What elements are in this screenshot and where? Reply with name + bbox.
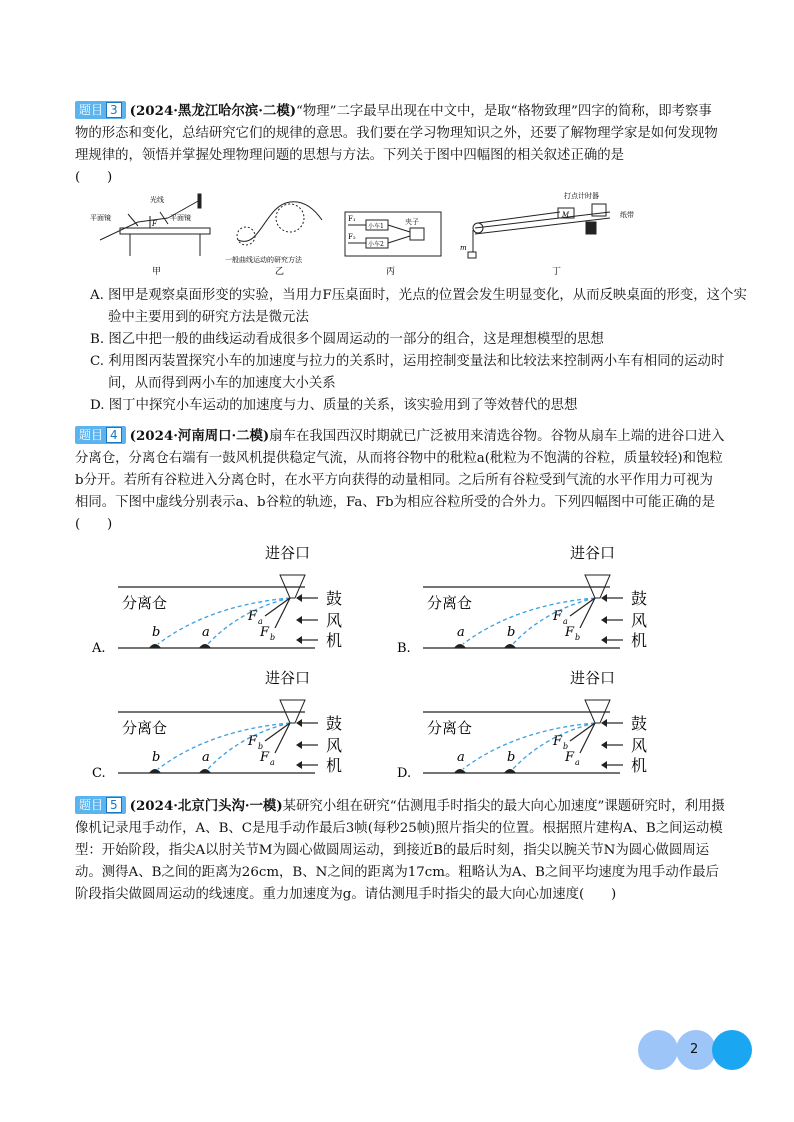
fan-label: 风 — [326, 736, 343, 755]
q4-panel-c — [90, 665, 390, 783]
page-decor-circle — [638, 1030, 678, 1070]
figure-ding — [468, 204, 610, 258]
force-subscript: a — [270, 758, 275, 767]
fan-arrow-head — [601, 719, 607, 727]
grain-label-a: a — [457, 750, 465, 765]
q3-option-a: A. 图甲是观察桌面形变的实验，当用力F压桌面时，光点的位置会发生明显变化，从而反映桌面的形变，这个实验中主要用到的研究方法是微元法 — [90, 288, 747, 325]
fan-label: 机 — [631, 756, 648, 775]
force-arrow-2 — [580, 598, 595, 628]
fan-label: 机 — [326, 756, 343, 775]
ding-timer: 打点计时器 — [564, 192, 599, 200]
fan-arrow-head — [296, 761, 302, 769]
q4-panel-d — [395, 665, 695, 783]
force-label-fb: F — [260, 625, 270, 640]
fan-arrow-head — [601, 594, 607, 602]
fan-label: 风 — [631, 736, 648, 755]
grain-pile — [149, 769, 161, 773]
grain-label-b: b — [152, 625, 161, 640]
fan-label: 鼓 — [326, 714, 343, 733]
grain-label-a: a — [457, 625, 465, 640]
inlet-label: 进谷口 — [265, 669, 311, 687]
chamber-label: 分离仓 — [122, 594, 168, 612]
question-source: (2024·黑龙江哈尔滨·二模) — [129, 103, 297, 119]
grain-label-a: a — [202, 625, 210, 640]
fan-label: 鼓 — [631, 714, 648, 733]
jia-f-label: F — [152, 220, 157, 228]
fan-label: 机 — [631, 631, 648, 650]
fig-label-jia: 甲 — [152, 267, 162, 277]
ding-M: M — [562, 211, 570, 219]
panel-letter: D. — [397, 766, 412, 781]
figure-yi — [237, 202, 322, 245]
force-label-fa: F — [248, 609, 258, 624]
answer-blank: ( ) — [579, 887, 617, 902]
page-decor-circle-2 — [712, 1030, 752, 1070]
question-tag: 题目 3 — [75, 101, 126, 119]
q4-panel-a — [90, 540, 390, 658]
fan-arrow-head — [601, 616, 607, 624]
q3-option-b: B. 图乙中把一般的曲线运动看成很多个圆周运动的一部分的组合，这是理想模型的思想 — [90, 332, 604, 347]
fan-arrow-head — [601, 636, 607, 644]
question-stem: “物理”二字最早出现在中文中，是取“格物致理”四字的简称，即考察事物的形态和变化，总结研究它们的规律的意思。我们要在学习物理知识之外，还要了解物理学家是如何发现物理规律的，领悟并掌握处理物理问题的思想与方法。下列关于图中四幅图的相关叙述正确的是 — [75, 104, 718, 163]
force-label-fb: F — [248, 734, 258, 749]
fan-arrow-head — [296, 741, 302, 749]
fan-label: 风 — [631, 611, 648, 630]
question-stem: 某研究小组在研究“估测甩手时指尖的最大向心加速度”课题研究时，利用摄像机记录甩手动作，A、B、C是甩手动作最后3帧(每秒25帧)照片指尖的位置。根据照片建构A、B之间运动模型：开始阶段，指尖A以肘关节M为圆心做圆周运动，到接近B的最后时刻，指尖以腕关节N为圆心做圆周运动。测得A、B之间的距离为26cm，B、N之间的距离为17cm。粗略认为A、B之间平均速度为甩手动作最后阶段指尖做圆周运动的线速度。重力加速度为g。请估测甩手时指尖的最大向心加速度 — [75, 799, 725, 902]
q4-panel-b — [395, 540, 695, 658]
ding-tape: 纸带 — [620, 211, 634, 219]
question-5 — [75, 795, 725, 906]
jia-light-label: 光线 — [150, 196, 164, 204]
fan-arrow-head — [296, 636, 302, 644]
bing-car1: 小车1 — [368, 223, 384, 230]
force-subscript: b — [563, 742, 569, 751]
q3-option-d: D. 图丁中探究小车运动的加速度与力、质量的关系，该实验用到了等效替代的思想 — [90, 398, 578, 413]
bing-clip: 夹子 — [405, 218, 419, 226]
grain-label-b: b — [507, 625, 516, 640]
force-label-fa: F — [260, 750, 270, 765]
fan-label: 机 — [326, 631, 343, 650]
question-source: (2024·北京门头沟·一模) — [129, 798, 283, 814]
inlet-label: 进谷口 — [570, 669, 616, 687]
force-subscript: b — [575, 633, 581, 642]
force-subscript: a — [258, 617, 263, 626]
fan-label: 鼓 — [326, 589, 343, 608]
jia-mirror2-label: 平面镜 — [170, 214, 191, 222]
force-subscript: b — [270, 633, 276, 642]
q3-option-c: C. 利用图丙装置探究小车的加速度与拉力的关系时，运用控制变量法和比较法来控制两小车有相同的运动时间，从而得到两小车的加速度大小关系 — [90, 354, 725, 391]
fan-arrow-head — [601, 741, 607, 749]
bing-f1: F₁ — [348, 215, 356, 223]
chamber-label: 分离仓 — [427, 594, 473, 612]
grain-pile — [149, 644, 161, 648]
bing-f2: F₂ — [348, 233, 356, 241]
panel-letter: A. — [92, 641, 106, 656]
grain-label-b: b — [152, 750, 161, 765]
force-label-fb: F — [565, 625, 575, 640]
grain-label-b: b — [507, 750, 516, 765]
grain-label-a: a — [202, 750, 210, 765]
fan-arrow-head — [601, 761, 607, 769]
question-4 — [75, 425, 725, 536]
question-tag: 题目 4 — [75, 426, 126, 444]
force-subscript: a — [575, 758, 580, 767]
yi-caption: 一般曲线运动的研究方法 — [225, 256, 302, 264]
bing-car2: 小车2 — [368, 241, 384, 248]
fig-label-bing: 丙 — [386, 267, 396, 277]
page-number: 2 — [690, 1042, 699, 1057]
fan-label: 风 — [326, 611, 343, 630]
grain-pile — [504, 644, 516, 648]
ding-m: m — [460, 244, 467, 252]
force-label-fa: F — [565, 750, 575, 765]
chamber-label: 分离仓 — [427, 719, 473, 737]
question-source: (2024·河南周口·二模) — [129, 428, 270, 444]
grain-pile — [504, 769, 516, 773]
fan-arrow-head — [296, 616, 302, 624]
jia-mirror1-label: 平面镜 — [90, 214, 111, 222]
panel-letter: C. — [92, 766, 106, 781]
panel-letter: B. — [397, 641, 411, 656]
figure-bing — [345, 212, 441, 256]
answer-blank: ( ) — [75, 517, 113, 532]
fig-label-ding: 丁 — [552, 267, 562, 277]
question-3 — [75, 100, 725, 189]
grain-pile — [199, 769, 211, 773]
question-stem: 扇车在我国西汉时期就已广泛被用来清选谷物。谷物从扇车上端的进谷口进入分离仓，分离仓右端有一鼓风机提供稳定气流，从而将谷物中的秕粒a(秕粒为不饱满的谷粒，质量较轻)和饱粒b分开。若所有谷粒进入分离仓时，在水平方向获得的动量相同。之后所有谷粒受到气流的水平作用力可视为相同。下图中虚线分别表示a、b谷粒的轨迹，Fa、Fb为相应谷粒所受的合外力。下列四幅图中可能正确的是 — [75, 429, 725, 510]
force-label-fb: F — [553, 734, 563, 749]
fig-label-yi: 乙 — [275, 267, 285, 277]
chamber-label: 分离仓 — [122, 719, 168, 737]
force-label-fa: F — [553, 609, 563, 624]
force-arrow-2 — [580, 723, 595, 753]
force-subscript: b — [258, 742, 264, 751]
question-tag: 题目 5 — [75, 796, 126, 814]
inlet-label: 进谷口 — [265, 544, 311, 562]
inlet-label: 进谷口 — [570, 544, 616, 562]
fan-arrow-head — [296, 594, 302, 602]
force-subscript: a — [563, 617, 568, 626]
grain-pile — [454, 644, 466, 648]
fan-arrow-head — [296, 719, 302, 727]
grain-pile — [199, 644, 211, 648]
grain-pile — [454, 769, 466, 773]
fan-label: 鼓 — [631, 589, 648, 608]
force-arrow-2 — [275, 598, 290, 628]
answer-blank: ( ) — [75, 170, 113, 185]
force-arrow-2 — [275, 723, 290, 753]
q3-figures — [90, 190, 690, 278]
